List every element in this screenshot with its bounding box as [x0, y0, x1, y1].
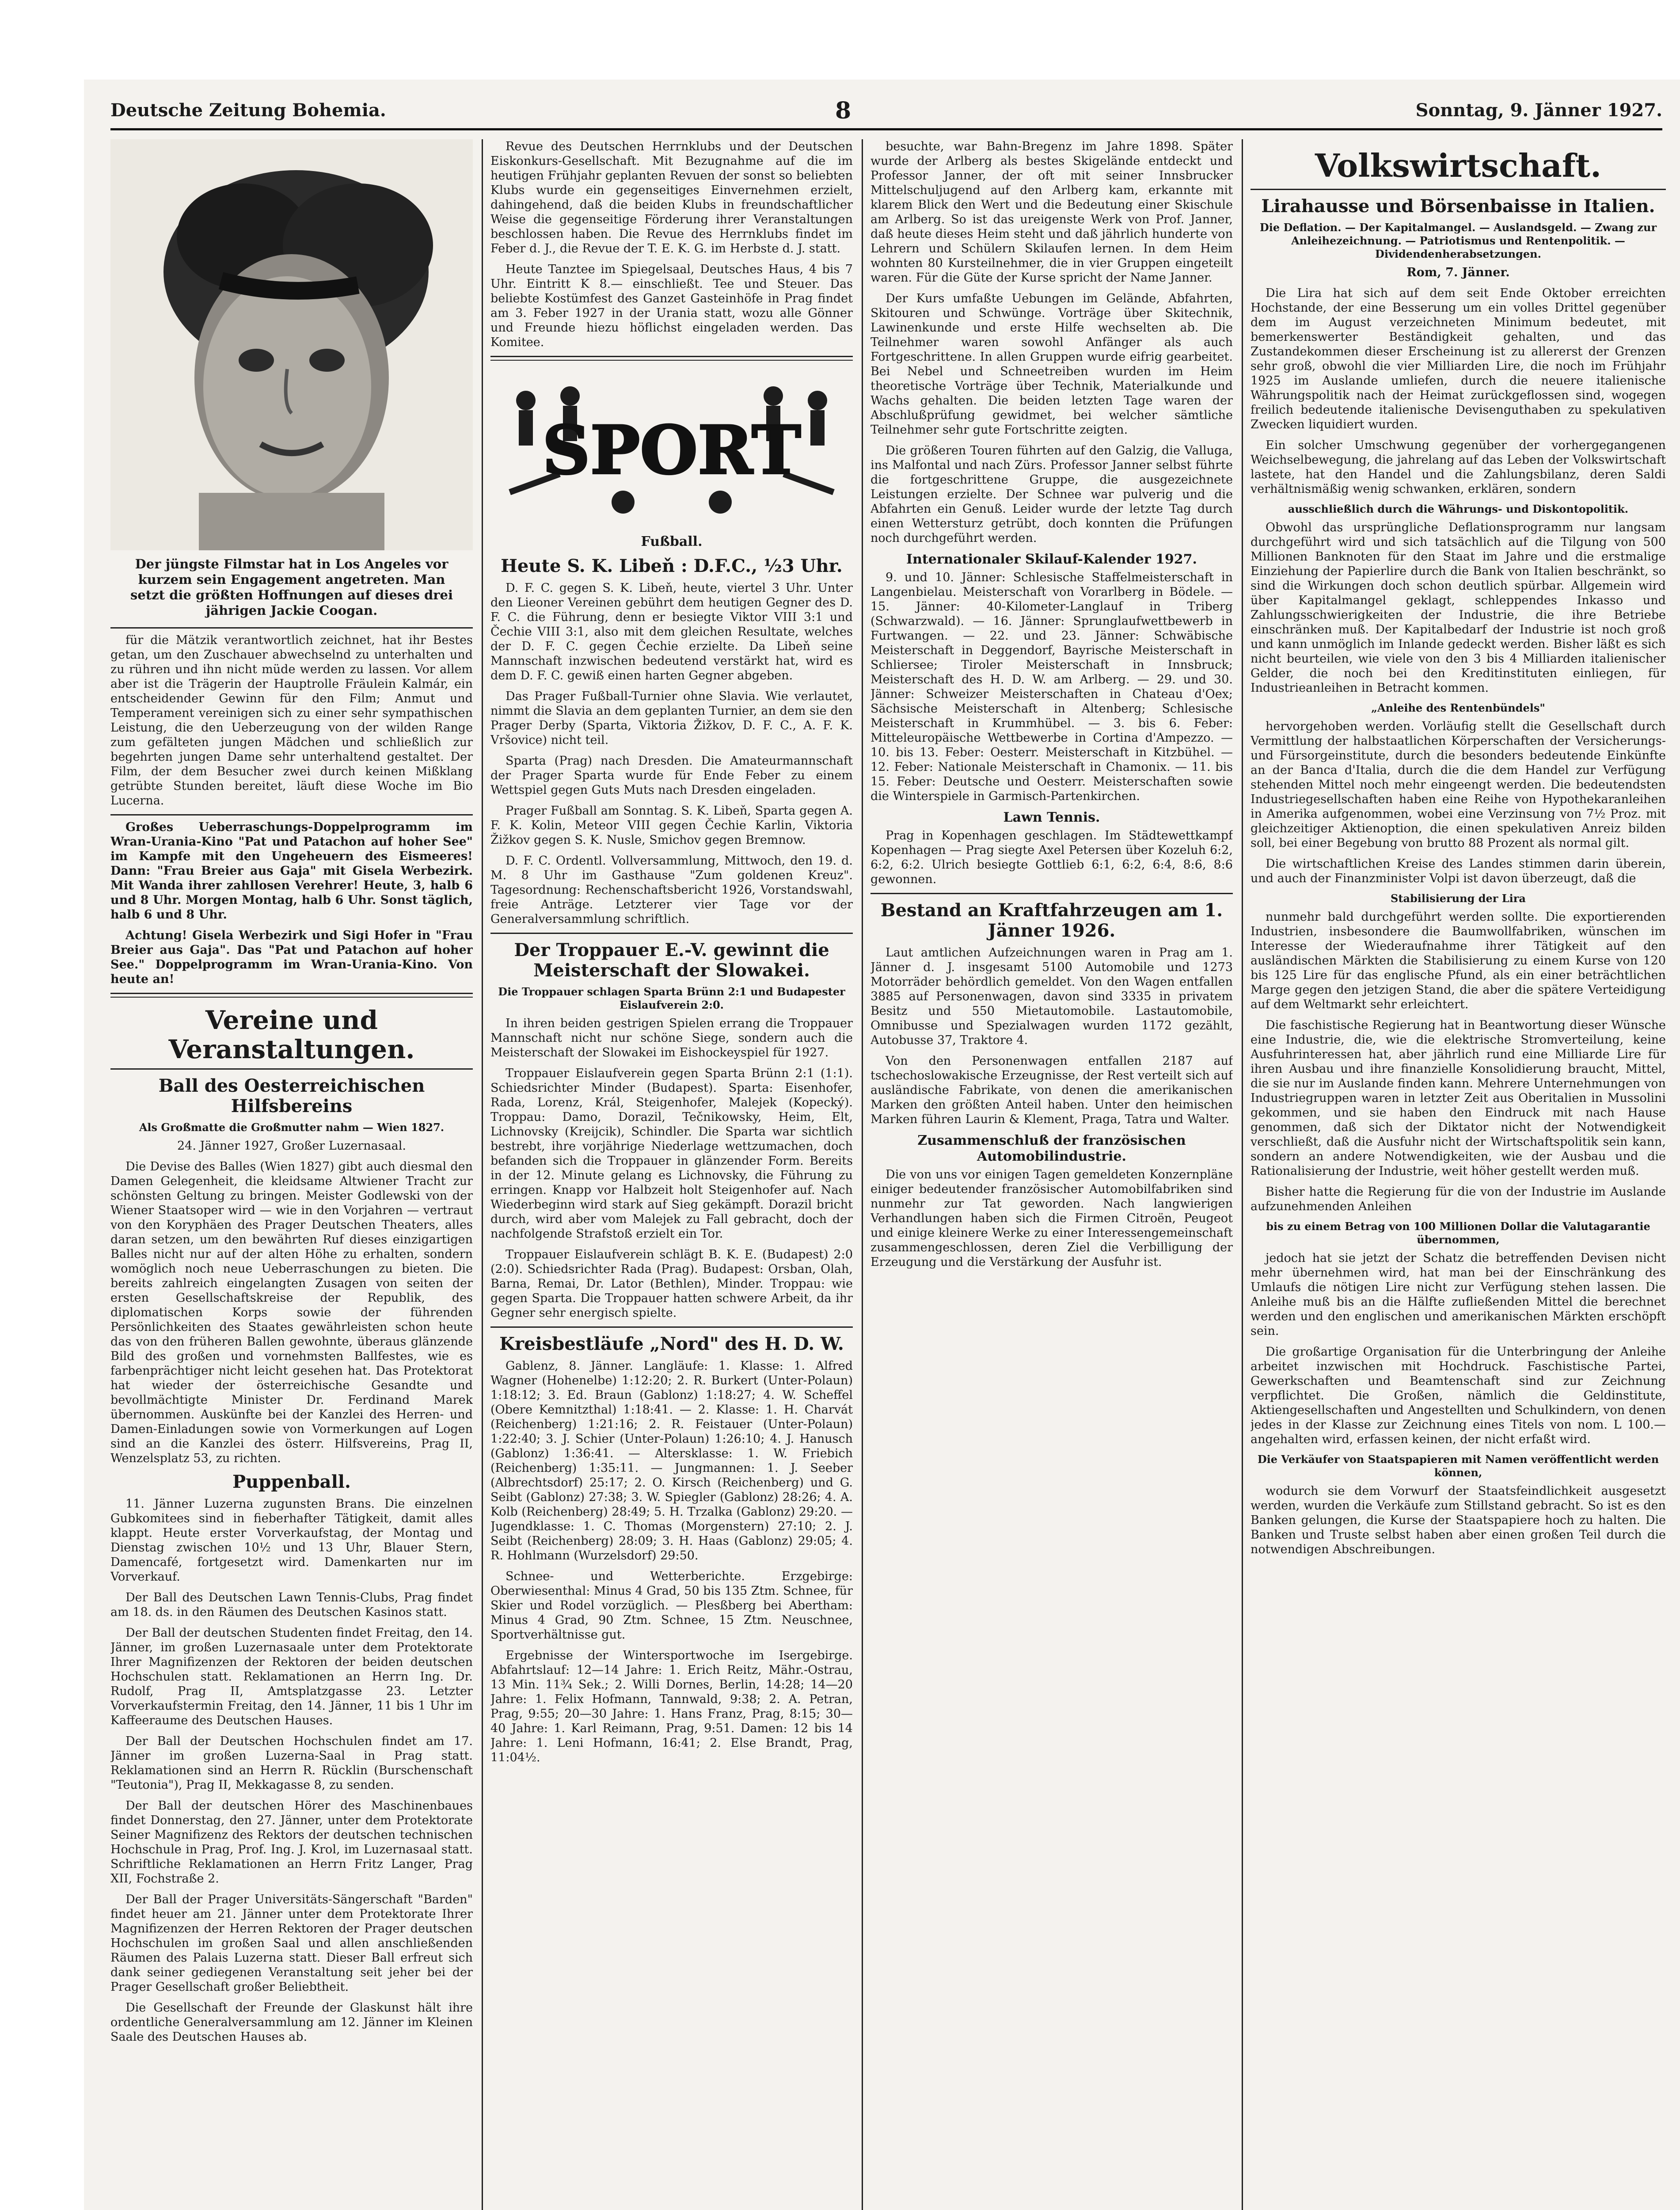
portrait-caption: Der jüngste Filmstar hat in Los Angeles vor kurzem sein Engagement angetreten. Man setzt die größten Hoffnungen auf dieses drei jährigen Jackie Coogan.	[130, 556, 453, 618]
divider	[490, 933, 853, 934]
troppau-sparta-text: Troppauer Eislaufverein gegen Sparta Brünn 2:1 (1:1). Schiedsrichter Minder (Budapest). Sparta: Eisenhofer, Rada, Lorenz, Král, Steigenhofer, Malejek (Kopecký). Troppau: Damo, Dorazil, Tečnikowsky, Heim, Elt, Lichnovsky (Kreijcik), Schindler. Die Sparta war sichtlich bestrebt, ihre vorjährige Niederlage wettzumachen, doch befanden sich die Troppauer in glänzender Form. Bereits in der 12. Minute gelang es Lichnovsky, die Führung zu erringen. Knapp vor Halbzeit holt Steigenhofer auf. Nach Wiederbeginn wird stark auf Sieg gekämpft. Dorazil bricht durch, wird aber vom Malejek zu Fall gebracht, doch der nachfolgende Strafstoß erzielt ein Tor.	[490, 1067, 853, 1241]
column-2	[490, 139, 853, 2210]
match-heading: Heute S. K. Libeň : D.F.C., ½3 Uhr.	[501, 556, 843, 576]
sport-banner-graphic	[490, 370, 853, 529]
economy-text-5: Die wirtschaftlichen Kreise des Landes stimmen darin überein, und auch der Finanzminister Volpi ist davon überzeugt, daß die	[1250, 857, 1666, 885]
zusammenschluss-text: Die von uns vor einigen Tagen gemeldeten Konzernpläne einiger bedeutender französischer Automobilfabriken sind nunmehr zur Tat geworden. Nach langwierigen Verhandlungen haben sich die Firmen Citroën, Peugeot und einige kleinere Werke zu einer Interessengemeinschaft zusammengeschlossen, deren Ziel die Verbilligung der Erzeugung und die Verstärkung der Ausfuhr ist.	[870, 1168, 1233, 1269]
divider	[870, 893, 1233, 894]
divider	[110, 1068, 473, 1070]
tanztee-text: Heute Tanztee im Spiegelsaal, Deutsches Haus, 4 bis 7 Uhr. Eintritt K 8.— einschließt. Tee und Steuer. Das beliebte Kostümfest des Ganzet Gasteinhöfe in Prag findet am 3. Feber 1927 in der Urania statt, wozu alle Gönner und Freunde hiezu höflichst eingeladen werden. Das Komitee.	[490, 263, 853, 349]
divider	[490, 1326, 853, 1328]
hochschul-ball-text: Der Ball der Deutschen Hochschulen findet am 17. Jänner im großen Luzerna-Saal in Prag statt. Reklamationen sind an Herrn R. Rücklin (Burschenschaft "Teutonia"), Prag II, Mekkagasse 8, zu senden.	[110, 1734, 473, 1792]
economy-text-2: Ein solcher Umschwung gegenüber der vorhergegangenen Weichselbewegung, die jahrelang auf das Leben der Volkswirtschaft lastete, hat den Handel und die Zahlungsbilanz, deren Saldi verhältnismäßig wenig schwanken, erklären, sondern	[1250, 438, 1666, 496]
masthead-left: Deutsche Zeitung Bohemia.	[110, 100, 386, 121]
lawn-tennis-text: Prag in Kopenhagen geschlagen. Im Städtewettkampf Kopenhagen — Prag siegte Axel Petersen über Kozeluh 6:2, 6:2, 6:2. Ulrich besiegte Gottlieb 6:1, 6:2, 6:4, 8:6, 8:6 gewonnen.	[870, 829, 1233, 886]
column-rule	[1242, 139, 1243, 2210]
ausflug-text: Die größeren Touren führten auf den Galzig, die Valluga, ins Malfontal und nach Zürs. Professor Janner selbst führte die fortgeschrittene Gruppe, die ausgezeichnete Leistungen erzielte. Der Schnee war pulverig und die Abfahrten ein Genuß. Leider wurde der letzte Tag durch einen Wettersturz getrübt, doch konnten die Prüfungen noch durchgeführt werden.	[870, 444, 1233, 545]
column-1	[110, 139, 473, 2210]
economy-subheading-6: Die Verkäufer von Staatspapieren mit Namen veröffentlicht werden können,	[1257, 1453, 1659, 1479]
divider	[110, 814, 473, 815]
economy-text-1: Die Lira hat sich auf dem seit Ende Oktober erreichten Hochstande, der eine Besserung um ein volles Drittel gegenüber dem im August verzeichneten Minimum bedeutet, mit bemerkenswerter Beständigkeit gehalten, und das Zustandekommen dieser Erscheinung ist zu allererst der Grenzen sehr groß, obwohl die vier Milliarden Lire, die noch im Frühjahr 1925 im Auslande umliefen, durch die neuere italienische Währungspolitik nach der Heimat zurückgeflossen sind, wogegen freilich bedeutende italienische Devisenguthaben zu spekulativen Zwecken liquidiert wurden.	[1250, 286, 1666, 431]
puppenball-text: 11. Jänner Luzerna zugunsten Brans. Die einzelnen Gubkomitees sind in fieberhafter Tätigkeit, damit alles klappt. Heute erster Vorverkaufstag, der Montag und Dienstag zwischen 10½ und 13 Uhr, Blauer Stern, Damencafé, fortgesetzt wird. Damenkarten nur im Vorverkauf.	[110, 1497, 473, 1584]
economy-subheading-3: „Anleihe des Rentenbündels"	[1371, 701, 1545, 714]
lawn-tennis-ball-text: Der Ball des Deutschen Lawn Tennis-Clubs, Prag findet am 18. ds. in den Räumen des Deutschen Kasinos statt.	[110, 1591, 473, 1619]
puppenball-heading: Puppenball.	[232, 1471, 351, 1492]
ball-heading: Ball des Oesterreichischen Hilfsbereins	[158, 1075, 425, 1116]
dateline: Rom, 7. Jänner.	[1406, 266, 1510, 279]
kreis-heading: Kreisbestläufe „Nord" des H. D. W.	[499, 1334, 844, 1354]
troppau-heading: Der Troppauer E.-V. gewinnt die Meisterschaft der Slowakei.	[514, 940, 829, 981]
ball-body-text: Die Devise des Balles (Wien 1827) gibt auch diesmal den Damen Gelegenheit, die kleidsame Altwiener Tracht zur schönsten Geltung zu bringen. Meister Godlewski von der Wiener Staatsoper wird — wie in den Vorjahren — vertraut von den Koryphäen des Prager Deutschen Theaters, alles daran setzen, um den bewährten Ruf dieses einzigartigen Balles nicht nur auf der alten Höhe zu erhalten, sondern womöglich noch neue Ueberraschungen zu bieten. Die bereits zahlreich eingelangten Zusagen von seiten der ersten Gesellschaftskreise der Republik, des diplomatischen Korps sowie der führenden Persönlichkeiten des Staates gewährleisten schon heute das von den früheren Ballen gewohnte, überaus glänzende Bild des großen und vornehmsten Ballfestes, wie es farbenprächtiger nicht leicht gesehen hat. Das Protektorat hat wieder der österreichische Gesandte und bevollmächtigte Minister Dr. Ferdinand Marek übernommen. Auskünfte bei der Kanzlei des Herren- und Damen-Einladungen sowie von Vormerkungen auf Logen sind an die Kanzlei des österr. Hilfsvereins, Prag II, Wenzelsplatz 53, zu richten.	[110, 1160, 473, 1465]
prager-turnier-text: Das Prager Fußball-Turnier ohne Slavia. Wie verlautet, nimmt die Slavia an dem geplanten Turnier, an dem sie den Prager Derby (Sparta, Viktoria Žižkov, D. F. C., A. F. K. Vršovice) nicht teil.	[490, 690, 853, 747]
economy-subheading-4: Stabilisierung der Lira	[1391, 892, 1526, 905]
economy-text-9: jedoch hat sie jetzt der Schatz die betreffenden Devisen nicht mehr übernehmen wird, hat man bei der Einschränkung des Umlaufs die nötigen Lire nicht zur Verfügung stehen lassen. Die Anleihe muß bis an die Hälfte zufließenden Mittel die berechnet werden und den englischen und amerikanischen Märkten erschöpft sein.	[1250, 1251, 1666, 1338]
glaskunst-text: Die Gesellschaft der Freunde der Glaskunst hält ihre ordentliche Generalversammlung am 12. Jänner im Kleinen Saale des Deutschen Hauses ab.	[110, 2001, 473, 2044]
troppau-intro-text: In ihren beiden gestrigen Spielen errang die Troppauer Mannschaft nicht nur schöne Siege, sondern auch die Meisterschaft der Slowakei im Eishockeyspiel für 1927.	[490, 1017, 853, 1059]
column-4	[1250, 139, 1666, 2210]
divider	[1250, 189, 1666, 190]
sport-banner-illustration	[490, 370, 853, 529]
schnee-bericht-text: Schnee- und Wetterberichte. Erzgebirge: Oberwiesenthal: Minus 4 Grad, 50 bis 135 Ztm. Schnee, für Skier und Rodel vorzüglich. — Plesßberg bei Abertham: Minus 4 Grad, 90 Ztm. Schnee, 15 Ztm. Neuschnee, Sportverhältnisse gut.	[490, 1570, 853, 1642]
kreis-results-text: Gablenz, 8. Jänner. Langläufe: 1. Klasse: 1. Alfred Wagner (Hohenelbe) 1:12:20; 2. R. Burkert (Unter-Polaun) 1:18:12; 3. Ed. Braun (Gablonz) 1:18:27; 4. W. Scheffel (Obere Kemnitzthal) 1:18:41. — 2. Klasse: 1. H. Charvát (Reichenberg) 1:21:16; 2. R. Feistauer (Unter-Polaun) 1:22:40; 3. J. Schier (Unter-Polaun) 1:26:10; 4. J. Hanusch (Gablonz) 1:36:41. — Altersklasse: 1. W. Friebich (Reichenberg) 1:35:11. — Jungmannen: 1. J. Seeber (Albrechtsdorf) 25:17; 2. O. Kirsch (Reichenberg) und G. Seibt (Gablonz) 27:38; 3. W. Spiegler (Gablonz) 28:26; 4. A. Kolb (Reichenberg) 28:49; 5. H. Trzalka (Gablonz) 29:20. — Jugendklasse: 1. C. Thomas (Morgenstern) 27:10; 2. J. Seibt (Reichenberg) 28:09; 3. H. Haas (Gablonz) 29:05; 4. R. Hohlmann (Wurzelsdorf) 29:50.	[490, 1359, 853, 1562]
studenten-ball-text: Der Ball der deutschen Studenten findet Freitag, den 14. Jänner, im großen Luzernasaale unter dem Protektorate Ihrer Magnifizenzen der Rektoren der beiden deutschen Hochschulen statt. Reklamationen an Herrn Ing. Dr. Rudolf, Prag II, Amtsplatzgasse 23. Letzter Vorverkaufstermin Freitag, den 14. Jänner, 11 bis 1 Uhr im Kaffeeraume des Deutschen Hauses.	[110, 1626, 473, 1727]
revue-text: Revue des Deutschen Herrnklubs und der Deutschen Eiskonkurs-Gesellschaft. Mit Bezugnahme auf die im heutigen Frühjahr geplanten Revuen der sonst so beliebten Klubs wurde ein gegenseitiges Einvernehmen erzielt, dahingehend, daß die beiden Klubs in freundschaftlicher Weise die gegenseitige Förderung ihrer Veranstaltungen beschlossen haben. Die Revue des Herrnklubs findet im Feber d. J., die Revue der T. E. K. G. im Herbste d. J. statt.	[490, 140, 853, 255]
economy-text-11: wodurch sie dem Vorwurf der Staatsfeindlichkeit ausgesetzt werden, wurden die Verkäufe zum Stillstand gebracht. So ist es den Banken gelungen, die Kurse der Staatspapiere hoch zu halten. Die Banken und Truste selbst haben aber einen großen Teil durch die notwendigen Abschreibungen.	[1250, 1484, 1666, 1556]
motor-text: Von den Personenwagen entfallen 2187 auf tschechoslowakische Erzeugnisse, der Rest verteilt sich auf ausländische Fabrikate, von denen die amerikanischen Marken den größten Anteil haben. Unter den heimischen Marken führen Laurin & Klement, Praga, Tatra und Walter.	[870, 1054, 1233, 1126]
masthead	[110, 97, 1662, 130]
volkswirtschaft-heading: Volkswirtschaft.	[1315, 147, 1602, 184]
bestand-text: Laut amtlichen Aufzeichnungen waren in Prag am 1. Jänner d. J. insgesamt 5100 Automobile und 1273 Motorräder behördlich gemeldet. Von den Wagen entfallen 3885 auf Personenwagen, davon sind 3335 in privatem Besitz und 550 Mietautomobile. Lastautomobile, Omnibusse und Spezialwagen wurden 1172 gezählt, Autobusse 37, Traktore 4.	[870, 946, 1233, 1047]
masthead-date: Sonntag, 9. Jänner 1927.	[1415, 100, 1662, 121]
divider	[490, 356, 853, 361]
column-rule	[482, 139, 483, 2210]
bestand-heading: Bestand an Kraftfahrzeugen am 1. Jänner 1926.	[880, 900, 1223, 941]
sport-banner-text: SPORT	[542, 412, 801, 489]
economy-subheading-5: bis zu einem Betrag von 100 Millionen Dollar die Valutagarantie übernommen,	[1266, 1220, 1650, 1246]
economy-text-10: Die großartige Organisation für die Unterbringung der Anleihe arbeitet inzwischen mit Hochdruck. Faschistische Partei, Gewerkschaften und Beamtenschaft sind zur Zeichnung verpflichtet. Die Großen, nämlich die Geldinstitute, Aktiengesellschaften und Angestellten und Schulkindern, von denen jedes in der Klasse zur Zeichnung eines Titels von nom. L 100.— angehalten wird, erfassen keinen, der nicht erfaßt wird.	[1250, 1345, 1666, 1446]
section-heading-vereine: Vereine und Veranstaltungen.	[168, 1005, 415, 1064]
arlberg-text: besuchte, war Bahn-Bregenz im Jahre 1898. Später wurde der Arlberg als bestes Skigelände entdeckt und Professor Janner, der oft mit seiner Innsbrucker Mittelschuljugend auf den Arlberg kam, erkannte mit klarem Blick den Wert und die Bedeutung einer Skischule am Arlberg. So ist das ureigenste Werk von Prof. Janner, daß heute dieses Heim steht und daß jährlich hunderte von Lehrern und Schülern Skilaufen lernen. In dem Heim wohnten 80 Kursteilnehmer, die in vier Gruppen eingeteilt waren. Für die Güte der Kurse spricht der Name Janner.	[870, 140, 1233, 285]
dfc-versammlung-text: D. F. C. Ordentl. Vollversammlung, Mittwoch, den 19. d. M. 8 Uhr im Gasthause "Zum goldenen Kreuz". Tagesordnung: Rechenschaftsbericht 1926, Vorstandswahl, freie Anträge. Letzterer vier Tage vor der Generalversammlung schriftlich.	[490, 854, 853, 926]
troppau-budapest-text: Troppauer Eislaufverein schlägt B. K. E. (Budapest) 2:0 (2:0). Schiedsrichter Rada (Prag). Budapest: Orsban, Olah, Barna, Remai, Dr. Lator (Bethlen), Minder. Troppau: wie gegen Sparta. Die Troppauer hatten schwere Arbeit, da ihr Gegner sehr energisch spielte.	[490, 1248, 853, 1320]
divider	[110, 993, 473, 998]
economy-subheading-2: ausschließlich durch die Währungs- und Diskontopolitik.	[1288, 503, 1629, 515]
isergebirge-results-text: Ergebnisse der Wintersportwoche im Isergebirge. Abfahrtslauf: 12—14 Jahre: 1. Erich Reitz, Mähr.-Ostrau, 13 Min. 11¾ Sek.; 2. Willi Dornes, Berlin, 14:28; 14—20 Jahre: 1. Felix Hofmann, Tannwald, 9:38; 2. A. Petran, Prag, 9:55; 20—30 Jahre: 1. Hans Franz, Prag, 8:15; 30—40 Jahre: 1. Karl Reimann, Prag, 9:51. Damen: 12 bis 14 Jahre: 1. Leni Hofmann, 16:41; 2. Else Brandt, Prag, 11:04½.	[490, 1649, 853, 1764]
troppau-subheading: Die Troppauer schlagen Sparta Brünn 2:1 und Budapester Eislaufverein 2:0.	[498, 985, 845, 1011]
divider	[110, 627, 473, 629]
lirahausse-keywords: Die Deflation. — Der Kapitalmangel. — Auslandsgeld. — Zwang zur Anleihezeichnung. — Patriotismus und Rentenpolitik. — Dividendenherabsetzungen.	[1259, 221, 1657, 260]
economy-text-6: nunmehr bald durchgeführt werden sollte. Die exportierenden Industrien, insbesondere die Baumwollfabriken, wünschen im Interesse der Wiederaufnahme ihrer Tätigkeit auf den ausländischen Märkten die Stabilisierung zu einem Kurse von 120 bis 125 Lire für das englische Pfund, als ein einer beträchtlichen Marge gegen den jetzigen Stand, die aber die spätere Verteidigung auf dem Weltmarkt sehr erleichtert.	[1250, 910, 1666, 1011]
page-number: 8	[835, 97, 851, 124]
fussball-heading: Fußball.	[641, 534, 703, 549]
film-review-text: für die Mätzik verantwortlich zeichnet, hat ihr Bestes getan, um den Zuschauer abwechselnd zu unterhalten und zu rühren und ihn nicht müde werden zu lassen. Vor allem aber ist die Trägerin der Hauptrolle Fräulein Kalmár, ein entscheidender Gewinn für den Film; Anmut und Temperament vereinigen sich zu einer sehr sympathischen Leistung, die den Ueberzeugung von der wilden Range zum gefälteten jungen Mädchen und schließlich zur begehrten jungen Dame sehr unterhaltend gestaltet. Der Film, der dem Besucher zwei durch keinen Mißklang getrübte Stunden bereitet, läuft diese Woche im Bio Lucerna.	[110, 633, 473, 808]
ball-date-text: 24. Jänner 1927, Großer Luzernasaal.	[177, 1139, 406, 1153]
kurs-text: Der Kurs umfaßte Uebungen im Gelände, Abfahrten, Skitouren und Schwünge. Vorträge über Skitechnik, Lawinenkunde und erste Hilfe wechselten ab. Die Teilnehmer waren sowohl Anfänger als auch Fortgeschrittene. In allen Gruppen wurde eifrig gearbeitet. Bei Nebel und Schneetreiben wurden im Heim theoretische Vorträge über Technik, Materialkunde und Wachs gehalten. Die beiden letzten Tage waren der Abschlußprüfung gewidmet, bei welcher sämtliche Teilnehmer sehr gute Fortschritte zeigten.	[870, 292, 1233, 437]
lawn-tennis-heading: Lawn Tennis.	[1003, 810, 1100, 825]
column-3	[870, 139, 1233, 2210]
child-portrait-photo	[110, 139, 473, 550]
sonntag-fussball-text: Prager Fußball am Sonntag. S. K. Libeň, Sparta gegen A. F. K. Kolin, Meteor VIII gegen Čechie Karlin, Viktoria Žižkov gegen S. K. Nusle, Smichov gegen Bremnow.	[490, 804, 853, 847]
economy-text-3: Obwohl das ursprüngliche Deflationsprogramm nur langsam durchgeführt wird und sich tatsächlich auf die Tilgung von 500 Millionen Banknoten für den Staat im Jahre und die erstmalige Einziehung der Papierlire durch die Bank von Italien beschränkt, so sind die Wirkungen doch schon deutlich spürbar. Allgemein wird über Kapitalmangel geklagt, schleppendes Inkasso und Zahlungsschwierigkeiten der Industrie, die ihre Betriebe einschränken muß. Der Kapitalbedarf der Industrie ist noch groß und kann unmöglich im Inlande gedeckt werden. Bisher läßt es sich nicht beurteilen, wie viele von den 3 bis 4 Milliarden italienischer Gelder, die noch bei den Kreditinstituten einliegen, für Industrieanleihen in Betracht kommen.	[1250, 521, 1666, 695]
zusammenschluss-heading: Zusammenschluß der französischen Automobilindustrie.	[917, 1133, 1186, 1164]
cinema-notice-text: Achtung! Gisela Werbezirk und Sigi Hofer in "Frau Breier aus Gaja". Das "Pat und Patachon auf hoher See." Doppelprogramm im Wran-Urania-Kino. Von heute an!	[110, 929, 473, 986]
sparta-dresden-text: Sparta (Prag) nach Dresden. Die Amateurmannschaft der Prager Sparta wurde für Ende Feber zu einem Wettspiel gegen Guts Muts nach Dresden eingeladen.	[490, 754, 853, 797]
economy-text-4: hervorgehoben werden. Vorläufig stellt die Gesellschaft durch Vermittlung der halbstaatlichen Körperschaften der Versicherungs- und Fürsorgeinstitute, durch die besonders bedeutende Einkünfte an der Banca d'Italia, durch die die dem Handel zur Verfügung stehenden Mittel noch mehr eingeengt werden. Die bedeutendsten Industriegesellschaften haben eine Reihe von Hypothekaranleihen in Amerika aufgenommen, wobei eine Verzinsung von 7½ Proz. mit gleichzeitiger Aktienoption, die einen spekulativen Anreiz bilden soll, bei einer Begebung von brutto 88 Prozent als normal gilt.	[1250, 720, 1666, 850]
kalender-heading: Internationaler Skilauf-Kalender 1927.	[906, 552, 1197, 567]
cinema-program-text: Großes Ueberraschungs-Doppelprogramm im Wran-Urania-Kino "Pat und Patachon auf hoher See" im Kampfe mit den Ungeheuern des Eismeeres! Dann: "Frau Breier aus Gaja" mit Gisela Werbezirk. Mit Wanda ihrer zahllosen Verehrer! Heute, 3, halb 6 und 8 Uhr. Morgen Montag, halb 6 Uhr. Sonst täglich, halb 6 und 8 Uhr.	[110, 820, 473, 922]
match-text: D. F. C. gegen S. K. Libeň, heute, viertel 3 Uhr. Unter den Lieoner Vereinen gebührt dem heutigen Gegner des D. F. C. die Führung, denn er besiegte Viktor VIII 3:1 und Čechie VIII 3:1, also mit dem gleichen Resultate, welches der D. F. C. gegen Čechie erzielte. Da Libeň seine Mannschaft inzwischen bedeutend verstärkt hat, wird es dem D. F. C. gewiß einen harten Gegner abgeben.	[490, 581, 853, 682]
maschinenbau-ball-text: Der Ball der deutschen Hörer des Maschinenbaues findet Donnerstag, den 27. Jänner, unter dem Protektorate Seiner Magnifizenz des Rektors der deutschen technischen Hochschule in Prag, Prof. Ing. J. Krol, im Luzernasaal statt. Schriftliche Reklamationen an Herrn Fritz Langer, Prag XII, Fochstraße 2.	[110, 1799, 473, 1886]
saengerschaft-ball-text: Der Ball der Prager Universitäts-Sängerschaft "Barden" findet heuer am 21. Jänner unter dem Protektorate Ihrer Magnifizenzen der Herren Rektoren der Prager deutschen Hochschulen im großen Saal und allen anschließenden Räumen des Palais Luzerna statt. Dieser Ball erfreut sich dank seiner gediegenen Veranstaltung seit jeher bei der Prager Gesellschaft großer Beliebtheit.	[110, 1893, 473, 1994]
economy-text-7: Die faschistische Regierung hat in Beantwortung dieser Wünsche eine Industrie, die, wie die elektrische Stromverteilung, keine Ausfuhrinteressen hat, aber jährlich rund eine Milliarde Lire für ihren Ausbau und ihre finanzielle Konsolidierung braucht, Mittel, die sie nur im Auslande finden kann. Mehrere Unternehmungen von Industriegruppen waren in letzter Zeit aus Oberitalien in Mussolini gekommen, und sie haben den Eindruck mit nach Hause genommen, daß sich der Diktator nicht der Notwendigkeit verschließt, daß die Ausfuhr nicht der Wirtschaftspolitik sein kann, sondern an andere Notwendigkeiten, wie der Ausbau und die Rationalisierung der Industrie, weit höher gestellt werden muß.	[1250, 1018, 1666, 1178]
column-rule	[862, 139, 863, 2210]
newspaper-page	[84, 80, 1680, 2210]
kalender-text: 9. und 10. Jänner: Schlesische Staffelmeisterschaft in Langenbielau. Meisterschaft von Vorarlberg in Bödele. — 15. Jänner: 40-Kilometer-Langlauf in Triberg (Schwarzwald). — 16. Jänner: Sprunglaufwettbewerb in Furtwangen. — 22. und 23. Jänner: Schwäbische Meisterschaft in Deggendorf, Bayrische Meisterschaft in Schliersee; Tiroler Meisterschaft in Innsbruck; Meisterschaft des H. D. W. am Arlberg. — 29. und 30. Jänner: Schweizer Meisterschaften in Chateau d'Oex; Sächsische Meisterschaft in Altenberg; Schlesische Meisterschaft in Krummhübel. — 3. bis 6. Feber: Mitteleuropäische Wettbewerbe in Cortina d'Ampezzo. — 10. bis 13. Feber: Oesterr. Meisterschaft in Kitzbühel. — 12. Feber: Nationale Meisterschaft in Chamonix. — 11. bis 15. Feber: Deutsche und Oesterr. Meisterschaften sowie die Winterspiele in Garmisch-Partenkirchen.	[870, 571, 1233, 803]
portrait-illustration	[110, 139, 473, 550]
economy-text-8: Bisher hatte die Regierung für die von der Industrie im Auslande aufzunehmenden Anleihen	[1250, 1185, 1666, 1213]
ball-subheading: Als Großmatte die Großmutter nahm — Wien 1827.	[139, 1121, 445, 1134]
lirahausse-heading: Lirahausse und Börsenbaisse in Italien.	[1261, 196, 1655, 217]
